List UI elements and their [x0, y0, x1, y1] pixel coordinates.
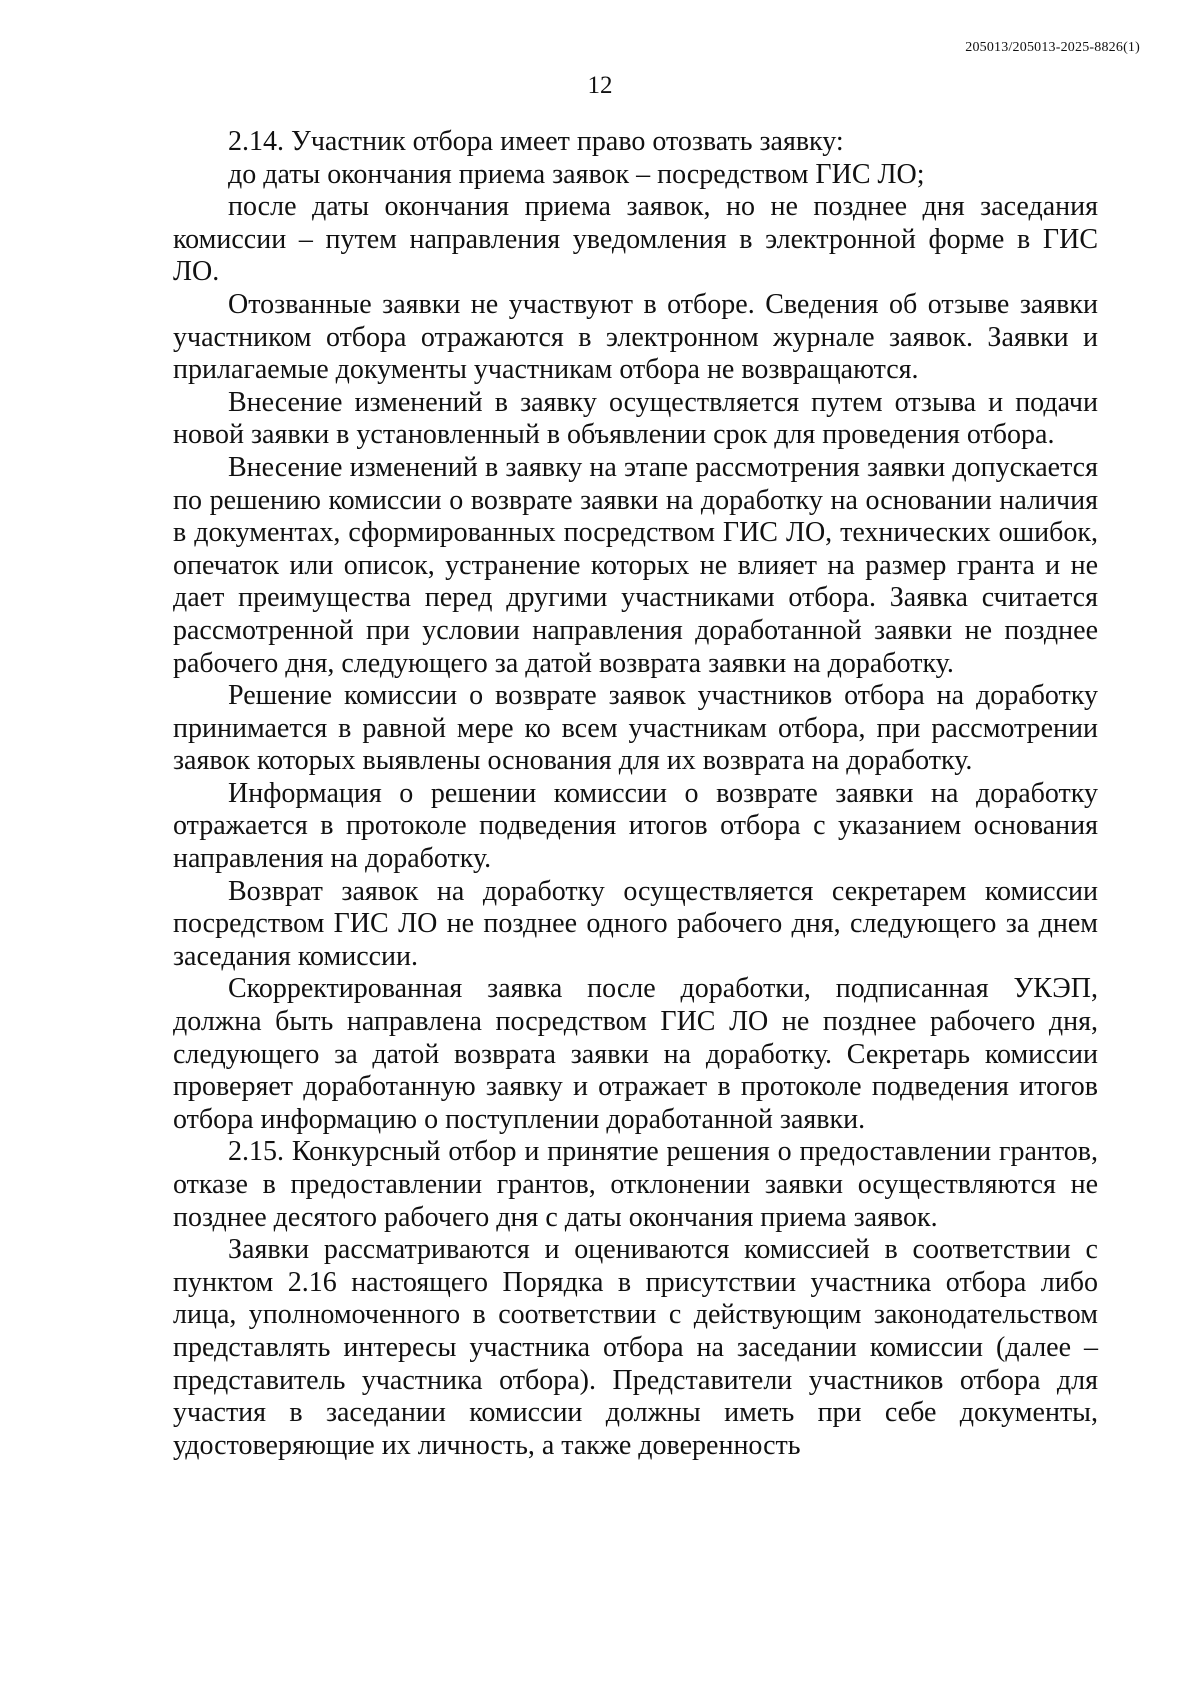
page-number: 12 — [587, 72, 613, 99]
paragraph-after-deadline: после даты окончания приема заявок, но не позднее дня заседания комиссии – путем направления уведомления в электронной форме в ГИС ЛО. — [173, 191, 1098, 288]
paragraph-changes-at-review: Внесение изменений в заявку на этапе рассмотрения заявки допускается по решению комиссии о возврате заявки на доработку на основании наличия в документах, сформированных посредством ГИС ЛО, технических ошибок, опечаток или описок, устранение которых не влияет на размер гранта и не дает преимущества перед другими участниками отбора. Заявка считается рассмотренной при условии направления доработанной заявки не позднее рабочего дня, следующего за датой возврата заявки на доработку. — [173, 451, 1098, 679]
document-id: 205013/205013-2025-8826(1) — [965, 40, 1140, 55]
paragraph-return-by-secretary: Возврат заявок на доработку осуществляется секретарем комиссии посредством ГИС ЛО не позднее одного рабочего дня, следующего за днем заседания комиссии. — [173, 875, 1098, 972]
paragraph-return-info: Информация о решении комиссии о возврате заявки на доработку отражается в протоколе подведения итогов отбора с указанием основания направления на доработку. — [173, 777, 1098, 875]
document-body — [173, 126, 1098, 1462]
paragraph-corrected-application: Скорректированная заявка после доработки, подписанная УКЭП, должна быть направлена посредством ГИС ЛО не позднее рабочего дня, следующего за датой возврата заявки на доработку. Секретарь комиссии проверяет доработанную заявку и отражает в протоколе подведения итогов отбора информацию о поступлении доработанной заявки. — [173, 973, 1098, 1135]
paragraph-review-by-commission: Заявки рассматриваются и оцениваются комиссией в соответствии с пунктом 2.16 настоящего Порядка в присутствии участника отбора либо лица, уполномоченного в соответствии с действующим законодательством представлять интересы участника отбора на заседании комиссии (далее – представитель участника отбора). Представители участников отбора для участия в заседании комиссии должны иметь при себе документы, удостоверяющие их личность, а также доверенность — [173, 1234, 1098, 1461]
paragraph-2-14-intro: 2.14. Участник отбора имеет право отозвать заявку: — [228, 126, 844, 157]
paragraph-before-deadline: до даты окончания приема заявок – посредством ГИС ЛО; — [228, 158, 925, 190]
paragraph-changes-by-withdrawal: Внесение изменений в заявку осуществляется путем отзыва и подачи новой заявки в установленный в объявлении срок для проведения отбора. — [173, 386, 1098, 451]
paragraph-return-decision: Решение комиссии о возврате заявок участников отбора на доработку принимается в равной мере ко всем участникам отбора, при рассмотрении заявок которых выявлены основания для их возврата на доработку. — [173, 680, 1098, 777]
paragraph-withdrawn-applications: Отозванные заявки не участвуют в отборе. Сведения об отзыве заявки участником отбора отражаются в электронном журнале заявок. Заявки и прилагаемые документы участникам отбора не возвращаются. — [173, 288, 1098, 386]
paragraph-2-15-selection: 2.15. Конкурсный отбор и принятие решения о предоставлении грантов, отказе в предоставлении грантов, отклонении заявки осуществляются не позднее десятого рабочего дня с даты окончания приема заявок. — [173, 1136, 1098, 1233]
